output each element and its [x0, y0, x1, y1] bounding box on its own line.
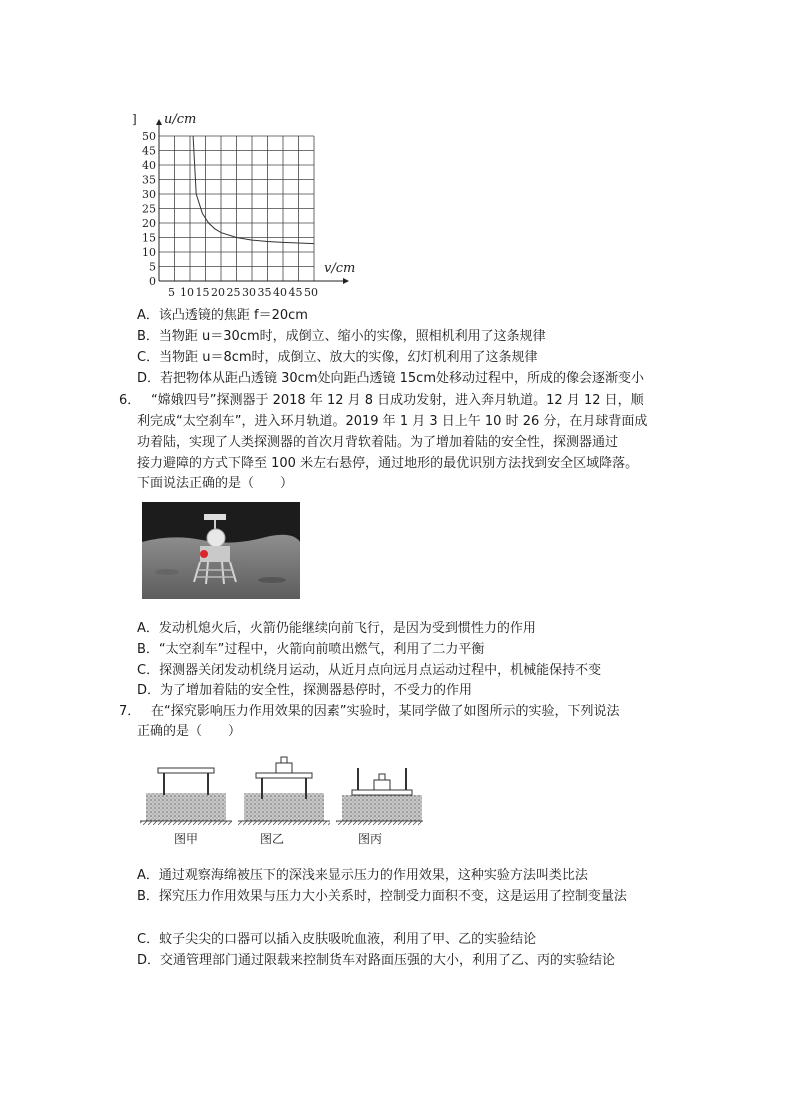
- y-tick-label: 20: [142, 217, 156, 230]
- y-tick-label: 25: [142, 202, 156, 216]
- x-tick-labels: [168, 286, 318, 296]
- y-tick-labels: [142, 130, 156, 288]
- x-tick-label: 50: [304, 286, 318, 296]
- x-tick-label: 40: [273, 286, 287, 296]
- y-tick-label: 15: [142, 231, 156, 245]
- q6-option-c: C．探测器关闭发动机绕月运动，从近月点向远月点运动过程中，机械能保持不变: [137, 663, 602, 678]
- y-tick-label: 10: [142, 246, 156, 259]
- q6-stem-line-5: 下面说法正确的是（ ）: [137, 476, 294, 491]
- x-tick-label: 5: [168, 286, 175, 296]
- grid: [159, 136, 314, 281]
- q6-option-b: B．“太空刹车”过程中，火箭向前喷出燃气，利用了二力平衡: [137, 642, 485, 657]
- x-tick-label: 20: [211, 286, 225, 296]
- q7-option-d: D．交通管理部门通过限载来控制货车对路面压强的大小，利用了乙、丙的实验结论: [137, 953, 616, 968]
- figure-jia: [140, 768, 232, 825]
- q7-option-a: A．通过观察海绵被压下的深浅来显示压力的作用效果，这种实验方法叫类比法: [137, 868, 588, 883]
- x-tick-label: 15: [195, 286, 210, 296]
- data-curve: [193, 136, 314, 244]
- x-tick-label: 25: [226, 286, 241, 296]
- q6-stem-line-4: 接力避障的方式下降至 100 米左右悬停，通过地形的最优识别方法找到安全区域降落。: [137, 456, 639, 471]
- figure-label-bing: 图丙: [358, 832, 383, 846]
- y-tick-label: 45: [142, 144, 156, 158]
- q7-stem-line-1: 在“探究影响压力作用效果的因素”实验时，某同学做了如图所示的实验，下列说法: [151, 704, 620, 719]
- figure-yi: [238, 757, 330, 825]
- q6-stem-line-1: “嫦娥四号”探测器于 2018 年 12 月 8 日成功发射，进入奔月轨道。12 月 12 日，顺: [151, 393, 644, 408]
- y-tick-label: 35: [142, 173, 156, 187]
- q6-option-a: A．发动机熄火后，火箭仍能继续向前飞行，是因为受到惯性力的作用: [137, 621, 536, 636]
- figure-label-yi: 图乙: [260, 832, 285, 846]
- q5-option-b: B．当物距 u＝30cm时，成倒立、缩小的实像，照相机利用了这条规律: [137, 329, 546, 344]
- x-axis-label: v/cm: [324, 261, 356, 276]
- corner-mark: ]: [132, 112, 137, 126]
- x-tick-label: 10: [180, 286, 194, 296]
- q6-number: 6．: [119, 393, 141, 408]
- y-axis-label: u/cm: [164, 112, 197, 127]
- q6-option-d: D．为了增加着陆的安全性，探测器悬停时，不受力的作用: [137, 683, 473, 698]
- y-tick-label: 5: [149, 260, 156, 274]
- q5-option-a: A．该凸透镜的焦距 f＝20cm: [137, 308, 308, 323]
- figure-label-jia: 图甲: [174, 832, 199, 846]
- q7-number: 7．: [119, 704, 141, 719]
- q6-stem-line-2: 利完成“太空刹车”，进入环月轨道。2019 年 1 月 3 日上午 10 时 26 分，在月球背面成: [137, 414, 648, 429]
- y-tick-label: 40: [142, 159, 156, 172]
- q7-option-b: B．探究压力作用效果与压力大小关系时，控制受力面积不变，这是运用了控制变量法: [137, 889, 627, 904]
- x-tick-label: 35: [257, 286, 272, 296]
- x-tick-label: 45: [288, 286, 303, 296]
- lunar-lander-photo: [142, 502, 300, 599]
- q7-stem-line-2: 正确的是（ ）: [137, 724, 242, 739]
- q5-option-c: C．当物距 u＝8cm时，成倒立、放大的实像，幻灯机利用了这条规律: [137, 350, 538, 365]
- y-tick-label: 0: [149, 275, 156, 288]
- q6-stem-line-3: 功着陆，实现了人类探测器的首次月背软着陆。为了增加着陆的安全性，探测器通过: [137, 435, 619, 450]
- q7-option-c: C．蚊子尖尖的口器可以插入皮肤吸吮血液，利用了甲、乙的实验结论: [137, 932, 537, 947]
- y-tick-label: 30: [142, 188, 156, 201]
- uv-graph: [130, 106, 360, 296]
- figure-bing: [336, 768, 423, 825]
- x-tick-label: 30: [242, 286, 256, 296]
- q5-option-d: D．若把物体从距凸透镜 30cm处向距凸透镜 15cm处移动过程中，所成的像会逐渐变小: [137, 371, 644, 386]
- y-tick-label: 50: [142, 130, 156, 143]
- pressure-experiment-figure: [138, 755, 423, 850]
